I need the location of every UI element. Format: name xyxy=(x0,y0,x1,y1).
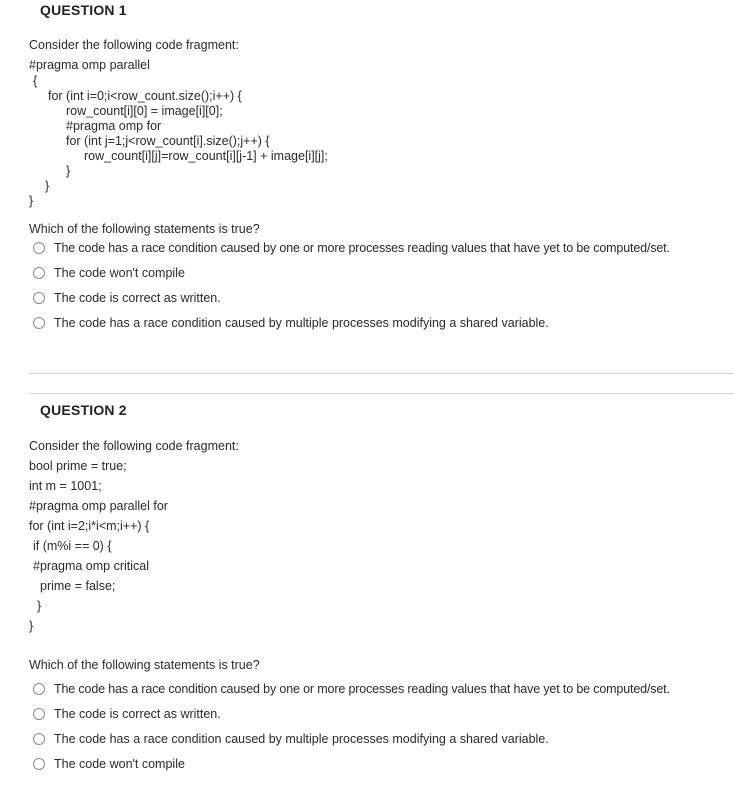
code-line: } xyxy=(29,194,34,208)
code-line: prime = false; xyxy=(40,579,116,593)
code-line: for (int i=2;i*i<m;i++) { xyxy=(29,519,150,533)
code-line: } xyxy=(45,179,50,193)
radio-button[interactable] xyxy=(33,708,45,720)
question-2-prompt: Which of the following statements is true? xyxy=(29,658,260,672)
option-label: The code has a race condition caused by one or more processes reading values that have yet to be computed/set. xyxy=(54,682,670,696)
code-line: { xyxy=(33,74,38,88)
radio-button[interactable] xyxy=(33,267,45,279)
question-2-option-3[interactable] xyxy=(33,730,549,748)
code-line: row_count[i][0] = image[i][0]; xyxy=(66,104,223,118)
code-line: bool prime = true; xyxy=(29,459,127,473)
radio-button[interactable] xyxy=(33,733,45,745)
question-2-option-1[interactable] xyxy=(33,680,670,698)
option-label: The code won't compile xyxy=(54,757,185,771)
question-2-intro: Consider the following code fragment: xyxy=(29,439,239,453)
code-line: #pragma omp parallel xyxy=(29,58,150,72)
option-label: The code is correct as written. xyxy=(54,707,221,721)
code-line: #pragma omp parallel for xyxy=(29,499,168,513)
code-line: int m = 1001; xyxy=(29,479,102,493)
option-label: The code has a race condition caused by one or more processes reading values that have yet to be computed/set. xyxy=(54,241,670,255)
code-line: } xyxy=(29,619,34,633)
question-divider xyxy=(29,393,734,394)
question-1-prompt: Which of the following statements is true? xyxy=(29,222,260,236)
question-1-option-4[interactable] xyxy=(33,314,549,332)
radio-button[interactable] xyxy=(33,683,45,695)
option-label: The code has a race condition caused by multiple processes modifying a shared variable. xyxy=(54,732,549,746)
code-line: if (m%i == 0) { xyxy=(33,539,112,553)
question-1-option-1[interactable] xyxy=(33,239,670,257)
option-label: The code won't compile xyxy=(54,266,185,280)
question-2-option-2[interactable] xyxy=(33,705,221,723)
radio-button[interactable] xyxy=(33,242,45,254)
question-1-intro: Consider the following code fragment: xyxy=(29,38,239,52)
question-divider xyxy=(29,373,734,374)
question-2-option-4[interactable] xyxy=(33,755,185,773)
code-line: } xyxy=(66,164,71,178)
radio-button[interactable] xyxy=(33,292,45,304)
code-line: #pragma omp critical xyxy=(33,559,150,573)
code-line: } xyxy=(37,599,42,613)
question-1-option-3[interactable] xyxy=(33,289,221,307)
option-label: The code has a race condition caused by multiple processes modifying a shared variable. xyxy=(54,316,549,330)
code-line: for (int j=1;j<row_count[i].size();j++) { xyxy=(66,134,270,148)
question-1-title: QUESTION 1 xyxy=(40,2,127,18)
question-2-title: QUESTION 2 xyxy=(40,402,127,418)
radio-button[interactable] xyxy=(33,758,45,770)
radio-button[interactable] xyxy=(33,317,45,329)
question-1-option-2[interactable] xyxy=(33,264,185,282)
code-line: #pragma omp for xyxy=(66,119,162,133)
code-line: for (int i=0;i<row_count.size();i++) { xyxy=(48,89,242,103)
option-label: The code is correct as written. xyxy=(54,291,221,305)
code-line: row_count[i][j]=row_count[i][j-1] + image[i][j]; xyxy=(84,149,328,163)
